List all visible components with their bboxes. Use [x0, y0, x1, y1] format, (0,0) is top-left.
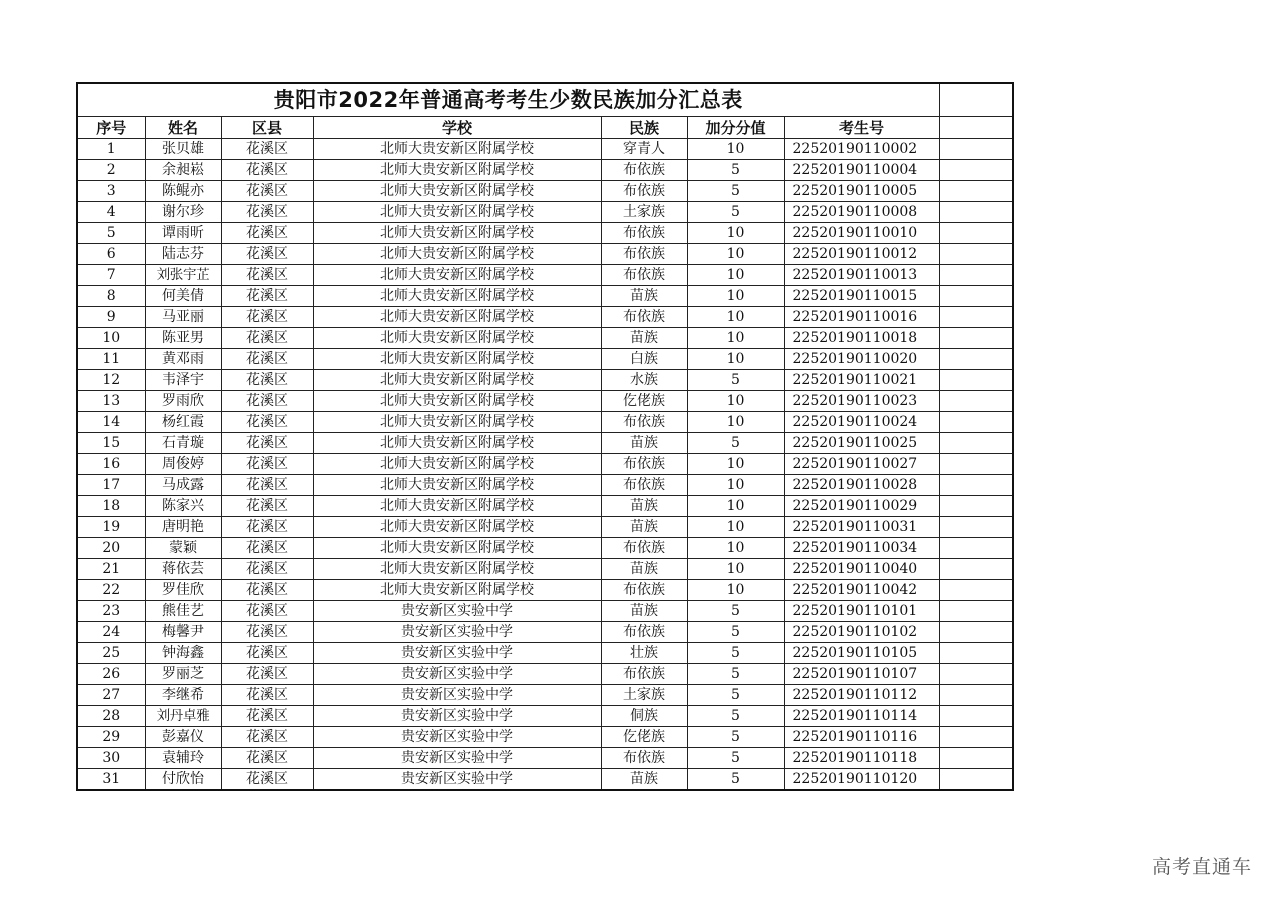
cell-name: 付欣怡	[145, 769, 221, 791]
table-row	[77, 517, 1013, 538]
cell-ethnicity: 侗族	[601, 706, 687, 727]
cell-extra	[939, 559, 1013, 580]
cell-name: 陈家兴	[145, 496, 221, 517]
cell-school: 北师大贵安新区附属学校	[313, 496, 601, 517]
cell-school: 北师大贵安新区附属学校	[313, 307, 601, 328]
title-extra-cell	[939, 83, 1013, 117]
cell-ethnicity: 布依族	[601, 160, 687, 181]
header-extra	[939, 117, 1013, 139]
table-row	[77, 496, 1013, 517]
cell-bonus: 10	[687, 244, 784, 265]
cell-index: 12	[77, 370, 145, 391]
cell-ethnicity: 布依族	[601, 748, 687, 769]
cell-bonus: 10	[687, 349, 784, 370]
table-row	[77, 706, 1013, 727]
cell-ethnicity: 布依族	[601, 223, 687, 244]
table-row	[77, 202, 1013, 223]
cell-extra	[939, 643, 1013, 664]
cell-exam-id: 22520190110012	[784, 244, 939, 265]
cell-school: 贵安新区实验中学	[313, 685, 601, 706]
cell-index: 29	[77, 727, 145, 748]
cell-extra	[939, 433, 1013, 454]
cell-school: 北师大贵安新区附属学校	[313, 454, 601, 475]
cell-exam-id: 22520190110010	[784, 223, 939, 244]
cell-extra	[939, 664, 1013, 685]
cell-bonus: 10	[687, 454, 784, 475]
cell-exam-id: 22520190110008	[784, 202, 939, 223]
cell-extra	[939, 181, 1013, 202]
cell-bonus: 10	[687, 496, 784, 517]
header-exam-id: 考生号	[784, 117, 939, 139]
watermark-text: 高考直通车	[1151, 856, 1252, 878]
cell-index: 23	[77, 601, 145, 622]
cell-extra	[939, 307, 1013, 328]
cell-exam-id: 22520190110027	[784, 454, 939, 475]
table-row	[77, 643, 1013, 664]
cell-index: 5	[77, 223, 145, 244]
cell-extra	[939, 748, 1013, 769]
header-index: 序号	[77, 117, 145, 139]
cell-index: 28	[77, 706, 145, 727]
cell-district: 花溪区	[221, 223, 313, 244]
cell-school: 贵安新区实验中学	[313, 622, 601, 643]
header-row	[77, 117, 1013, 139]
table-row	[77, 748, 1013, 769]
cell-exam-id: 22520190110114	[784, 706, 939, 727]
cell-exam-id: 22520190110018	[784, 328, 939, 349]
cell-exam-id: 22520190110023	[784, 391, 939, 412]
cell-bonus: 5	[687, 601, 784, 622]
cell-school: 北师大贵安新区附属学校	[313, 328, 601, 349]
cell-ethnicity: 白族	[601, 349, 687, 370]
cell-ethnicity: 布依族	[601, 244, 687, 265]
cell-name: 马成露	[145, 475, 221, 496]
cell-bonus: 10	[687, 223, 784, 244]
cell-exam-id: 22520190110020	[784, 349, 939, 370]
cell-name: 何美倩	[145, 286, 221, 307]
cell-exam-id: 22520190110016	[784, 307, 939, 328]
cell-school: 贵安新区实验中学	[313, 706, 601, 727]
cell-school: 北师大贵安新区附属学校	[313, 202, 601, 223]
cell-school: 北师大贵安新区附属学校	[313, 412, 601, 433]
cell-name: 马亚丽	[145, 307, 221, 328]
cell-district: 花溪区	[221, 559, 313, 580]
cell-name: 罗丽芝	[145, 664, 221, 685]
cell-extra	[939, 349, 1013, 370]
cell-name: 彭嘉仪	[145, 727, 221, 748]
cell-bonus: 10	[687, 139, 784, 160]
cell-ethnicity: 苗族	[601, 328, 687, 349]
cell-ethnicity: 水族	[601, 370, 687, 391]
cell-index: 7	[77, 265, 145, 286]
cell-exam-id: 22520190110042	[784, 580, 939, 601]
cell-name: 张贝雄	[145, 139, 221, 160]
cell-extra	[939, 370, 1013, 391]
cell-index: 14	[77, 412, 145, 433]
table-row	[77, 433, 1013, 454]
cell-exam-id: 22520190110101	[784, 601, 939, 622]
table-row	[77, 349, 1013, 370]
cell-exam-id: 22520190110024	[784, 412, 939, 433]
cell-district: 花溪区	[221, 244, 313, 265]
cell-district: 花溪区	[221, 748, 313, 769]
cell-school: 北师大贵安新区附属学校	[313, 391, 601, 412]
cell-extra	[939, 202, 1013, 223]
cell-school: 北师大贵安新区附属学校	[313, 223, 601, 244]
header-bonus: 加分分值	[687, 117, 784, 139]
cell-index: 13	[77, 391, 145, 412]
cell-extra	[939, 286, 1013, 307]
cell-school: 北师大贵安新区附属学校	[313, 475, 601, 496]
cell-exam-id: 22520190110107	[784, 664, 939, 685]
table-row	[77, 412, 1013, 433]
cell-bonus: 5	[687, 433, 784, 454]
cell-ethnicity: 布依族	[601, 538, 687, 559]
cell-district: 花溪区	[221, 454, 313, 475]
cell-index: 18	[77, 496, 145, 517]
cell-school: 北师大贵安新区附属学校	[313, 349, 601, 370]
table-row	[77, 160, 1013, 181]
cell-index: 20	[77, 538, 145, 559]
cell-name: 蒋依芸	[145, 559, 221, 580]
cell-school: 贵安新区实验中学	[313, 727, 601, 748]
cell-name: 罗雨欣	[145, 391, 221, 412]
cell-exam-id: 22520190110021	[784, 370, 939, 391]
cell-district: 花溪区	[221, 202, 313, 223]
cell-bonus: 10	[687, 475, 784, 496]
cell-district: 花溪区	[221, 139, 313, 160]
cell-ethnicity: 苗族	[601, 517, 687, 538]
cell-name: 袁辅玲	[145, 748, 221, 769]
cell-ethnicity: 壮族	[601, 643, 687, 664]
cell-district: 花溪区	[221, 433, 313, 454]
table-row	[77, 727, 1013, 748]
cell-extra	[939, 244, 1013, 265]
cell-district: 花溪区	[221, 265, 313, 286]
cell-bonus: 10	[687, 559, 784, 580]
cell-exam-id: 22520190110034	[784, 538, 939, 559]
cell-ethnicity: 布依族	[601, 622, 687, 643]
cell-extra	[939, 538, 1013, 559]
cell-extra	[939, 517, 1013, 538]
cell-school: 北师大贵安新区附属学校	[313, 370, 601, 391]
cell-ethnicity: 布依族	[601, 307, 687, 328]
cell-district: 花溪区	[221, 307, 313, 328]
cell-school: 北师大贵安新区附属学校	[313, 160, 601, 181]
cell-district: 花溪区	[221, 685, 313, 706]
cell-index: 30	[77, 748, 145, 769]
cell-district: 花溪区	[221, 349, 313, 370]
cell-ethnicity: 布依族	[601, 454, 687, 475]
cell-district: 花溪区	[221, 412, 313, 433]
cell-district: 花溪区	[221, 328, 313, 349]
cell-district: 花溪区	[221, 706, 313, 727]
cell-bonus: 5	[687, 181, 784, 202]
cell-extra	[939, 685, 1013, 706]
cell-school: 北师大贵安新区附属学校	[313, 559, 601, 580]
cell-ethnicity: 布依族	[601, 475, 687, 496]
cell-bonus: 10	[687, 328, 784, 349]
cell-school: 北师大贵安新区附属学校	[313, 517, 601, 538]
cell-index: 10	[77, 328, 145, 349]
cell-district: 花溪区	[221, 538, 313, 559]
table-row	[77, 139, 1013, 160]
table-row	[77, 181, 1013, 202]
table-row	[77, 664, 1013, 685]
cell-district: 花溪区	[221, 601, 313, 622]
cell-bonus: 5	[687, 727, 784, 748]
cell-index: 19	[77, 517, 145, 538]
table-row	[77, 475, 1013, 496]
cell-ethnicity: 苗族	[601, 433, 687, 454]
table-row	[77, 580, 1013, 601]
cell-district: 花溪区	[221, 643, 313, 664]
cell-district: 花溪区	[221, 160, 313, 181]
cell-district: 花溪区	[221, 622, 313, 643]
cell-exam-id: 22520190110105	[784, 643, 939, 664]
cell-index: 4	[77, 202, 145, 223]
cell-exam-id: 22520190110112	[784, 685, 939, 706]
cell-name: 梅馨尹	[145, 622, 221, 643]
table-row	[77, 328, 1013, 349]
cell-name: 陈鲲亦	[145, 181, 221, 202]
table-row	[77, 286, 1013, 307]
cell-ethnicity: 布依族	[601, 412, 687, 433]
cell-exam-id: 22520190110015	[784, 286, 939, 307]
cell-district: 花溪区	[221, 769, 313, 791]
cell-ethnicity: 土家族	[601, 685, 687, 706]
cell-district: 花溪区	[221, 370, 313, 391]
cell-extra	[939, 454, 1013, 475]
table-row	[77, 559, 1013, 580]
cell-exam-id: 22520190110005	[784, 181, 939, 202]
cell-school: 北师大贵安新区附属学校	[313, 286, 601, 307]
cell-district: 花溪区	[221, 727, 313, 748]
cell-bonus: 5	[687, 664, 784, 685]
cell-ethnicity: 仡佬族	[601, 727, 687, 748]
cell-ethnicity: 布依族	[601, 580, 687, 601]
cell-school: 贵安新区实验中学	[313, 748, 601, 769]
cell-exam-id: 22520190110116	[784, 727, 939, 748]
cell-index: 22	[77, 580, 145, 601]
cell-ethnicity: 苗族	[601, 496, 687, 517]
header-school: 学校	[313, 117, 601, 139]
cell-school: 北师大贵安新区附属学校	[313, 433, 601, 454]
cell-bonus: 5	[687, 202, 784, 223]
table-title: 贵阳市2022年普通高考考生少数民族加分汇总表	[77, 83, 939, 117]
cell-name: 陈亚男	[145, 328, 221, 349]
cell-ethnicity: 穿青人	[601, 139, 687, 160]
cell-index: 16	[77, 454, 145, 475]
cell-bonus: 10	[687, 391, 784, 412]
cell-exam-id: 22520190110002	[784, 139, 939, 160]
cell-district: 花溪区	[221, 580, 313, 601]
cell-bonus: 5	[687, 370, 784, 391]
cell-extra	[939, 328, 1013, 349]
cell-bonus: 5	[687, 160, 784, 181]
cell-bonus: 5	[687, 748, 784, 769]
cell-extra	[939, 622, 1013, 643]
cell-name: 钟海鑫	[145, 643, 221, 664]
header-ethnicity: 民族	[601, 117, 687, 139]
cell-index: 1	[77, 139, 145, 160]
cell-extra	[939, 160, 1013, 181]
cell-name: 周俊婷	[145, 454, 221, 475]
cell-school: 北师大贵安新区附属学校	[313, 580, 601, 601]
cell-district: 花溪区	[221, 496, 313, 517]
cell-school: 北师大贵安新区附属学校	[313, 181, 601, 202]
cell-ethnicity: 布依族	[601, 181, 687, 202]
cell-name: 余昶崧	[145, 160, 221, 181]
cell-extra	[939, 601, 1013, 622]
cell-district: 花溪区	[221, 286, 313, 307]
cell-district: 花溪区	[221, 181, 313, 202]
cell-name: 唐明艳	[145, 517, 221, 538]
cell-name: 李继希	[145, 685, 221, 706]
cell-exam-id: 22520190110028	[784, 475, 939, 496]
cell-index: 6	[77, 244, 145, 265]
cell-bonus: 5	[687, 622, 784, 643]
bonus-summary-table	[76, 82, 1014, 791]
cell-ethnicity: 土家族	[601, 202, 687, 223]
cell-extra	[939, 412, 1013, 433]
table-row	[77, 307, 1013, 328]
cell-name: 黄邓雨	[145, 349, 221, 370]
cell-bonus: 5	[687, 769, 784, 791]
cell-school: 贵安新区实验中学	[313, 769, 601, 791]
cell-index: 11	[77, 349, 145, 370]
cell-ethnicity: 仡佬族	[601, 391, 687, 412]
cell-name: 谭雨昕	[145, 223, 221, 244]
cell-exam-id: 22520190110031	[784, 517, 939, 538]
cell-extra	[939, 139, 1013, 160]
cell-exam-id: 22520190110102	[784, 622, 939, 643]
cell-exam-id: 22520190110004	[784, 160, 939, 181]
cell-school: 贵安新区实验中学	[313, 664, 601, 685]
table-row	[77, 265, 1013, 286]
cell-index: 25	[77, 643, 145, 664]
cell-bonus: 10	[687, 307, 784, 328]
cell-bonus: 10	[687, 412, 784, 433]
table-row	[77, 622, 1013, 643]
cell-bonus: 10	[687, 580, 784, 601]
cell-name: 韦泽宇	[145, 370, 221, 391]
cell-ethnicity: 苗族	[601, 601, 687, 622]
cell-name: 刘张宇芷	[145, 265, 221, 286]
header-district: 区县	[221, 117, 313, 139]
table-row	[77, 391, 1013, 412]
cell-district: 花溪区	[221, 517, 313, 538]
cell-extra	[939, 580, 1013, 601]
table-row	[77, 538, 1013, 559]
cell-school: 北师大贵安新区附属学校	[313, 265, 601, 286]
cell-name: 谢尔珍	[145, 202, 221, 223]
cell-name: 陆志芬	[145, 244, 221, 265]
cell-school: 北师大贵安新区附属学校	[313, 538, 601, 559]
cell-index: 26	[77, 664, 145, 685]
cell-extra	[939, 223, 1013, 244]
cell-index: 3	[77, 181, 145, 202]
cell-ethnicity: 布依族	[601, 265, 687, 286]
cell-name: 熊佳艺	[145, 601, 221, 622]
table-row	[77, 223, 1013, 244]
cell-name: 刘丹卓雅	[145, 706, 221, 727]
table-row	[77, 685, 1013, 706]
cell-name: 杨红霞	[145, 412, 221, 433]
cell-district: 花溪区	[221, 475, 313, 496]
cell-exam-id: 22520190110040	[784, 559, 939, 580]
cell-name: 罗佳欣	[145, 580, 221, 601]
cell-school: 北师大贵安新区附属学校	[313, 139, 601, 160]
cell-exam-id: 22520190110118	[784, 748, 939, 769]
cell-ethnicity: 布依族	[601, 664, 687, 685]
cell-school: 贵安新区实验中学	[313, 601, 601, 622]
cell-index: 31	[77, 769, 145, 791]
cell-name: 蒙颖	[145, 538, 221, 559]
table-row	[77, 244, 1013, 265]
cell-exam-id: 22520190110120	[784, 769, 939, 791]
cell-school: 贵安新区实验中学	[313, 643, 601, 664]
cell-ethnicity: 苗族	[601, 769, 687, 791]
cell-exam-id: 22520190110013	[784, 265, 939, 286]
cell-bonus: 5	[687, 685, 784, 706]
cell-extra	[939, 475, 1013, 496]
cell-bonus: 5	[687, 643, 784, 664]
table-row	[77, 454, 1013, 475]
cell-extra	[939, 706, 1013, 727]
cell-index: 17	[77, 475, 145, 496]
cell-bonus: 10	[687, 265, 784, 286]
cell-index: 24	[77, 622, 145, 643]
cell-index: 15	[77, 433, 145, 454]
cell-exam-id: 22520190110029	[784, 496, 939, 517]
cell-name: 石青璇	[145, 433, 221, 454]
cell-extra	[939, 496, 1013, 517]
cell-extra	[939, 769, 1013, 791]
header-name: 姓名	[145, 117, 221, 139]
cell-index: 9	[77, 307, 145, 328]
cell-bonus: 5	[687, 706, 784, 727]
cell-ethnicity: 苗族	[601, 286, 687, 307]
table-row	[77, 601, 1013, 622]
cell-ethnicity: 苗族	[601, 559, 687, 580]
cell-index: 27	[77, 685, 145, 706]
table-row	[77, 370, 1013, 391]
cell-district: 花溪区	[221, 391, 313, 412]
table-row	[77, 769, 1013, 791]
title-row	[77, 83, 1013, 117]
cell-index: 21	[77, 559, 145, 580]
cell-extra	[939, 265, 1013, 286]
cell-bonus: 10	[687, 517, 784, 538]
cell-bonus: 10	[687, 538, 784, 559]
cell-extra	[939, 391, 1013, 412]
cell-exam-id: 22520190110025	[784, 433, 939, 454]
cell-school: 北师大贵安新区附属学校	[313, 244, 601, 265]
cell-index: 2	[77, 160, 145, 181]
cell-bonus: 10	[687, 286, 784, 307]
cell-district: 花溪区	[221, 664, 313, 685]
cell-index: 8	[77, 286, 145, 307]
cell-extra	[939, 727, 1013, 748]
